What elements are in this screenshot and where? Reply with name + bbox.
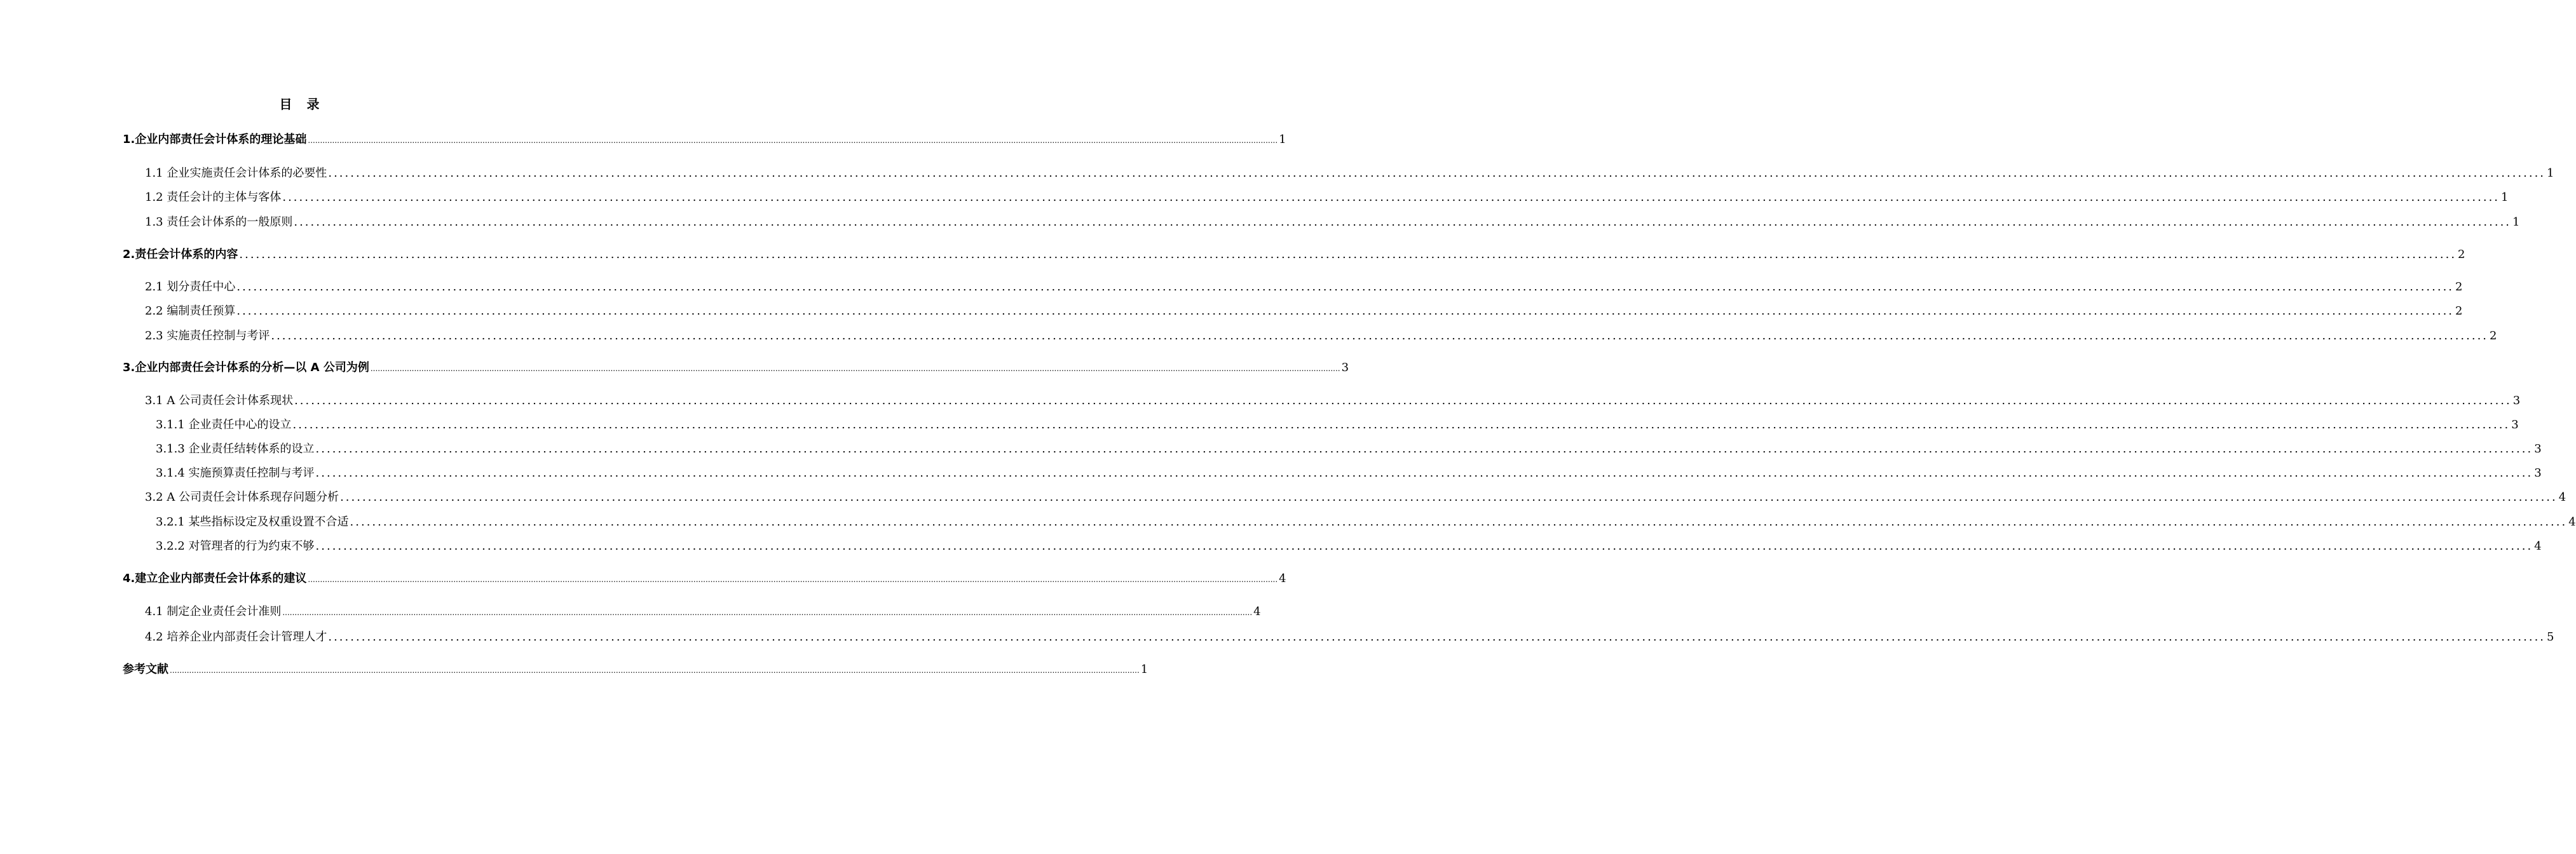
toc-page-number: 4: [2568, 515, 2576, 529]
toc-entry-row: [145, 604, 1261, 620]
toc-entry-row: [156, 466, 2542, 481]
toc-entry[interactable]: [0, 438, 2542, 457]
toc-leader-dots: ................................................................................................................................................................................................................................................................................................................................................................................................................: [370, 364, 1340, 373]
toc-entry[interactable]: [0, 658, 1148, 677]
toc-page-number: 1: [2512, 215, 2520, 229]
toc-entry[interactable]: [0, 276, 2463, 295]
toc-entry-title: 3.1.1 企业责任中心的设立: [156, 418, 292, 431]
toc-page-number: 2: [2458, 248, 2465, 261]
toc-leader-dots: ................................................................................................................................................................................................................................................................................................................................................................................................................: [308, 575, 1278, 584]
toc-entry-row: [145, 490, 2566, 505]
toc-entry-title: 3.2.1 某些指标设定及权重设置不合适: [156, 515, 349, 529]
toc-leader-dots: ................................................................................................................................................................................................................................................................................................................................................................................................................: [308, 136, 1278, 145]
toc-page-number: 1: [1279, 133, 1286, 146]
toc-entry[interactable]: [0, 414, 2519, 433]
toc-entry[interactable]: [0, 300, 2463, 319]
toc-leader-dots: ................................................................................................................................................................................................................................................................................................................................................................................................................: [282, 191, 2500, 204]
toc-entry-title: 1.2 责任会计的主体与客体: [145, 191, 282, 204]
toc-leader-dots: ................................................................................................................................................................................................................................................................................................................................................................................................................: [350, 515, 2568, 529]
toc-leader-dots: ................................................................................................................................................................................................................................................................................................................................................................................................................: [236, 280, 2455, 294]
toc-entry-title: 2.1 划分责任中心: [145, 280, 236, 294]
toc-page-number: 3: [2512, 394, 2521, 407]
toc-entry[interactable]: [0, 243, 2465, 262]
toc-page-number: 5: [2547, 630, 2554, 644]
toc-page-number: 3: [2534, 466, 2542, 480]
toc-entry[interactable]: [0, 462, 2542, 481]
toc-page-number: 4: [1279, 572, 1286, 585]
toc-entry-row: [156, 539, 2542, 554]
toc-page-number: 1: [2501, 191, 2509, 204]
toc-entry-row: [123, 571, 1286, 586]
toc-entry-row: [145, 215, 2520, 230]
toc-entry-title: 3.2.2 对管理者的行为约束不够: [156, 539, 315, 553]
toc-page-number: 3: [2534, 442, 2542, 456]
toc-entry-row: [145, 190, 2509, 205]
toc-page-number: 3: [2511, 418, 2519, 431]
toc-entry[interactable]: [0, 567, 1286, 586]
toc-entry-title: 3.1 A 公司责任会计体系现状: [145, 394, 294, 407]
toc-entry-title: 3.1.3 企业责任结转体系的设立: [156, 442, 315, 456]
toc-entry[interactable]: [0, 390, 2521, 409]
toc-entry-row: [145, 304, 2463, 319]
toc-page-number: 3: [1341, 361, 1349, 374]
toc-page-number: 4: [2558, 491, 2566, 504]
toc-entry-title: 2.3 实施责任控制与考评: [145, 329, 270, 342]
toc-entry-row: [123, 247, 2465, 262]
toc-entry-title: 2.2 编制责任预算: [145, 304, 236, 318]
toc-entry-title: 1.3 责任会计体系的一般原则: [145, 215, 293, 229]
toc-page-number: 1: [1140, 663, 1148, 676]
toc-entry-row: [156, 515, 2576, 530]
toc-entry-title: 3.1.4 实施预算责任控制与考评: [156, 466, 315, 480]
toc-entry-row: [145, 329, 2497, 344]
toc-entry-row: [123, 360, 1349, 376]
toc-entry[interactable]: [0, 325, 2497, 344]
toc-entry-title: 4.建立企业内部责任会计体系的建议: [123, 572, 307, 585]
toc-entry-title: 2.责任会计体系的内容: [123, 248, 238, 261]
toc-entry[interactable]: [0, 162, 2554, 181]
toc-page-number: 2: [2455, 304, 2463, 318]
toc-leader-dots: ................................................................................................................................................................................................................................................................................................................................................................................................................: [315, 442, 2533, 456]
toc-leader-dots: ................................................................................................................................................................................................................................................................................................................................................................................................................: [236, 304, 2455, 318]
toc-entry[interactable]: [0, 486, 2566, 505]
toc-leader-dots: ................................................................................................................................................................................................................................................................................................................................................................................................................: [315, 466, 2533, 480]
toc-page-number: 4: [1253, 605, 1261, 618]
toc-entry-row: [145, 630, 2554, 645]
toc-entry[interactable]: [0, 511, 2576, 530]
toc-entry-row: [145, 280, 2463, 295]
toc-entry[interactable]: [0, 535, 2542, 554]
toc-leader-dots: ................................................................................................................................................................................................................................................................................................................................................................................................................: [294, 394, 2512, 407]
toc-entry-title: 3.企业内部责任会计体系的分析—以 A 公司为例: [123, 361, 369, 374]
toc-entry-title: 1.企业内部责任会计体系的理论基础: [123, 133, 307, 146]
toc-entry-row: [156, 442, 2542, 457]
toc-entry-row: [123, 132, 1286, 147]
toc-leader-dots: ................................................................................................................................................................................................................................................................................................................................................................................................................: [328, 630, 2546, 644]
toc-leader-dots: ................................................................................................................................................................................................................................................................................................................................................................................................................: [328, 166, 2546, 180]
toc-leader-dots: ................................................................................................................................................................................................................................................................................................................................................................................................................: [294, 215, 2512, 229]
toc-entry-title: 3.2 A 公司责任会计体系现存问题分析: [145, 491, 339, 504]
toc-page-number: 2: [2490, 329, 2497, 342]
toc-page-number: 2: [2455, 280, 2463, 294]
toc-title: 目 录: [279, 97, 325, 112]
toc-entry-row: [145, 393, 2521, 409]
toc-leader-dots: ................................................................................................................................................................................................................................................................................................................................................................................................................: [239, 248, 2457, 261]
toc-entry[interactable]: [0, 128, 1286, 147]
toc-leader-dots: ................................................................................................................................................................................................................................................................................................................................................................................................................: [271, 329, 2489, 342]
toc-leader-dots: ................................................................................................................................................................................................................................................................................................................................................................................................................: [340, 491, 2558, 504]
toc-entry[interactable]: [0, 211, 2520, 230]
toc-entry[interactable]: [0, 600, 1261, 620]
toc-entry-title: 4.2 培养企业内部责任会计管理人才: [145, 630, 327, 644]
toc-leader-dots: ................................................................................................................................................................................................................................................................................................................................................................................................................: [292, 418, 2511, 431]
toc-entry-title: 参考文献: [123, 663, 168, 676]
toc-entry-row: [145, 166, 2554, 181]
toc-entry-title: 4.1 制定企业责任会计准则: [145, 605, 282, 618]
toc-entry-title: 1.1 企业实施责任会计体系的必要性: [145, 166, 327, 180]
toc-leader-dots: ................................................................................................................................................................................................................................................................................................................................................................................................................: [170, 666, 1140, 675]
toc-entry[interactable]: [0, 356, 1349, 376]
toc-leader-dots: ................................................................................................................................................................................................................................................................................................................................................................................................................: [282, 608, 1253, 617]
toc-entry-row: [156, 417, 2519, 433]
toc-entry[interactable]: [0, 626, 2554, 645]
toc-page-number: 1: [2547, 166, 2554, 180]
toc-entry-row: [123, 662, 1148, 677]
toc-entry[interactable]: [0, 186, 2509, 205]
toc-leader-dots: ................................................................................................................................................................................................................................................................................................................................................................................................................: [315, 539, 2533, 553]
toc-page-number: 4: [2534, 539, 2542, 553]
